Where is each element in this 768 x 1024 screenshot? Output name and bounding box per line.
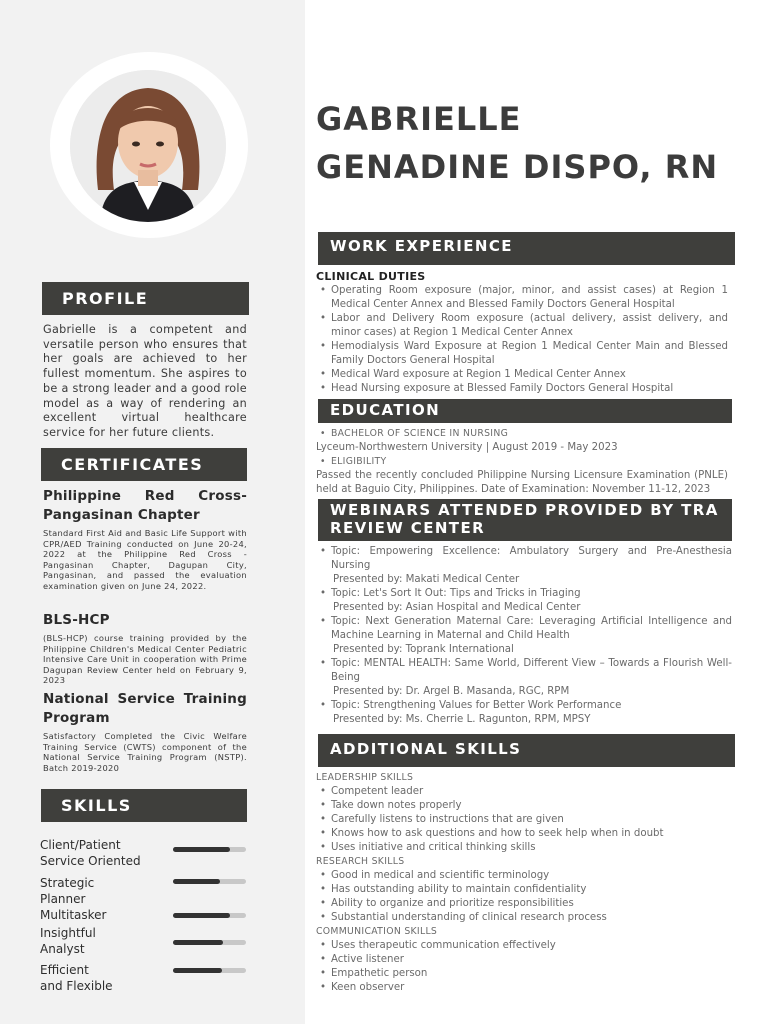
skill-label xyxy=(40,837,141,869)
leadership-skills-list xyxy=(316,785,732,855)
list-item xyxy=(316,615,732,657)
clinical-duties-heading: CLINICAL DUTIES xyxy=(316,270,426,283)
education-section xyxy=(316,427,728,497)
skill-label-line: Planner xyxy=(40,892,86,906)
work-experience-section xyxy=(316,270,728,396)
skill-group-title: RESEARCH SKILLS xyxy=(316,856,405,867)
certificate-title: BLS-HCP xyxy=(43,612,110,628)
full-name-line-2: GENADINE DISPO, RN xyxy=(316,148,719,186)
skill-bar-fill xyxy=(173,879,220,884)
list-item: • Good in medical and scientific terminology xyxy=(316,869,732,883)
skill-label xyxy=(40,875,94,907)
skill-bar xyxy=(173,847,246,852)
list-item xyxy=(316,587,732,615)
research-skills-list xyxy=(316,869,732,925)
webinar-topic: • Topic: Next Generation Maternal Care: Leveraging Artificial Intelligence and Machine Learning in Maternal and Child Health xyxy=(331,616,732,641)
list-item xyxy=(316,545,732,587)
webinar-topic: • Topic: Strengthening Values for Better Work Performance xyxy=(331,700,622,711)
certificate-description: Satisfactory Completed the Civic Welfare Training Service (CWTS) component of the National Service Training Program (NSTP). Batch 2019-2020 xyxy=(43,731,247,773)
list-item: • Take down notes properly xyxy=(316,799,732,813)
webinar-presenter: Presented by: Ms. Cherrie L. Ragunton, RPM, MPSY xyxy=(333,714,591,725)
list-item: • Substantial understanding of clinical research process xyxy=(316,911,732,925)
list-item: • Empathetic person xyxy=(316,967,732,981)
skill-label-line: and Flexible xyxy=(40,979,113,993)
certificate-item xyxy=(43,611,247,686)
list-item: • Uses initiative and critical thinking skills xyxy=(316,841,732,855)
skill-bar-fill xyxy=(173,968,222,973)
certificate-description: (BLS-HCP) course training provided by the Philippine Children's Medical Center Pediatric Intensive Care Unit in cooperation with Prime Dagupan Review Center held on February 9, 2023 xyxy=(43,633,247,686)
skill-label-line: Efficient xyxy=(40,963,89,977)
list-item: • Competent leader xyxy=(316,785,732,799)
webinars-heading-line: REVIEW CENTER xyxy=(330,519,486,537)
list-item: • Hemodialysis Ward Exposure at Region 1 Medical Center Main and Blessed Family Doctors General Hospital xyxy=(316,340,728,368)
list-item xyxy=(316,699,732,727)
list-item: • Head Nursing exposure at Blessed Family Doctors General Hospital xyxy=(316,382,728,396)
skill-label-line: Service Oriented xyxy=(40,854,141,868)
skill-group-title: COMMUNICATION SKILLS xyxy=(316,926,438,937)
webinars-heading xyxy=(318,499,732,541)
list-item: • Ability to organize and prioritize responsibilities xyxy=(316,897,732,911)
skill-bar xyxy=(173,940,246,945)
skill-label-line: Analyst xyxy=(40,942,85,956)
school: Lyceum-Northwestern University | August 2019 - May 2023 xyxy=(316,442,618,453)
profile-photo xyxy=(70,70,226,222)
skill-bar-fill xyxy=(173,913,230,918)
skill-bar xyxy=(173,879,246,884)
list-item: • Operating Room exposure (major, minor, and assist cases) at Region 1 Medical Center Annex and Blessed Family Doctors General Hospital xyxy=(316,284,728,312)
skill-bar xyxy=(173,968,246,973)
skill-label xyxy=(40,925,96,957)
webinar-topic: • Topic: MENTAL HEALTH: Same World, Different View – Towards a Flourish Well-Being xyxy=(331,658,732,683)
webinar-presenter: Presented by: Toprank International xyxy=(333,644,514,655)
profile-heading: PROFILE xyxy=(42,282,249,315)
skill-label-line: Multitasker xyxy=(40,908,107,922)
skills-heading: SKILLS xyxy=(41,789,247,822)
skill-bar-fill xyxy=(173,940,223,945)
skill-bar xyxy=(173,913,246,918)
skill-label xyxy=(40,907,106,923)
webinar-presenter: Presented by: Makati Medical Center xyxy=(333,574,520,585)
skill-label-line: Insightful xyxy=(40,926,96,940)
skill-label-line: Strategic xyxy=(40,876,95,890)
list-item xyxy=(316,657,732,699)
additional-skills-section xyxy=(316,771,732,995)
skill-label xyxy=(40,962,113,994)
webinar-presenter: Presented by: Asian Hospital and Medical Center xyxy=(333,602,581,613)
profile-text: Gabrielle is a competent and versatile person who ensures that her goals are achieved to her fullest momentum. She aspires to be a strong leader and a good role model as a way of rendering an excellent virtual healthcare service for her future clients. xyxy=(43,323,247,439)
eligibility-label: • ELIGIBILITY xyxy=(316,455,728,469)
webinars-heading-line: WEBINARS ATTENDED PROVIDED BY TRA xyxy=(330,501,719,519)
list-item: • Labor and Delivery Room exposure (actual delivery, assist delivery, and minor cases) at Region 1 Medical Center Annex xyxy=(316,312,728,340)
certificate-item xyxy=(43,487,247,592)
clinical-duties-list xyxy=(316,284,728,396)
list-item: • Has outstanding ability to maintain confidentiality xyxy=(316,883,732,897)
eligibility-text: Passed the recently concluded Philippine Nursing Licensure Examination (PNLE) held at Baguio City, Philippines. Date of Examination: November 11-12, 2023 xyxy=(316,470,728,495)
webinar-topic: • Topic: Let's Sort It Out: Tips and Tricks in Triaging xyxy=(331,588,581,599)
list-item: • Uses therapeutic communication effectively xyxy=(316,939,732,953)
education-heading: EDUCATION xyxy=(318,399,732,423)
work-experience-heading: WORK EXPERIENCE xyxy=(318,232,735,265)
certificate-title: Philippine Red Cross-Pangasinan Chapter xyxy=(43,488,247,523)
webinars-section xyxy=(316,545,732,727)
certificates-heading: CERTIFICATES xyxy=(41,448,247,481)
certificate-title: National Service Training Program xyxy=(43,691,247,726)
skill-bar-fill xyxy=(173,847,230,852)
webinar-topic: • Topic: Empowering Excellence: Ambulatory Surgery and Pre-Anesthesia Nursing xyxy=(331,546,732,571)
webinar-presenter: Presented by: Dr. Argel B. Masanda, RGC, RPM xyxy=(333,686,570,697)
list-item: • Carefully listens to instructions that are given xyxy=(316,813,732,827)
list-item: • Active listener xyxy=(316,953,732,967)
degree: • BACHELOR OF SCIENCE IN NURSING xyxy=(316,427,728,441)
skill-group-title: LEADERSHIP SKILLS xyxy=(316,772,414,783)
list-item: • Knows how to ask questions and how to seek help when in doubt xyxy=(316,827,732,841)
additional-skills-heading: ADDITIONAL SKILLS xyxy=(318,734,735,767)
skill-label-line: Client/Patient xyxy=(40,838,121,852)
certificate-description: Standard First Aid and Basic Life Support with CPR/AED Training conducted on June 20-24, 2022 at the Philippine Red Cross - Pangasinan Chapter, Dagupan City, Pangasinan, and passed the evaluation examination given on June 24, 2022. xyxy=(43,528,247,591)
webinars-list xyxy=(316,545,732,727)
list-item: • Medical Ward exposure at Region 1 Medical Center Annex xyxy=(316,368,728,382)
list-item: • Keen observer xyxy=(316,981,732,995)
full-name-line-1: GABRIELLE xyxy=(316,100,522,138)
communication-skills-list xyxy=(316,939,732,995)
certificate-item xyxy=(43,690,247,773)
